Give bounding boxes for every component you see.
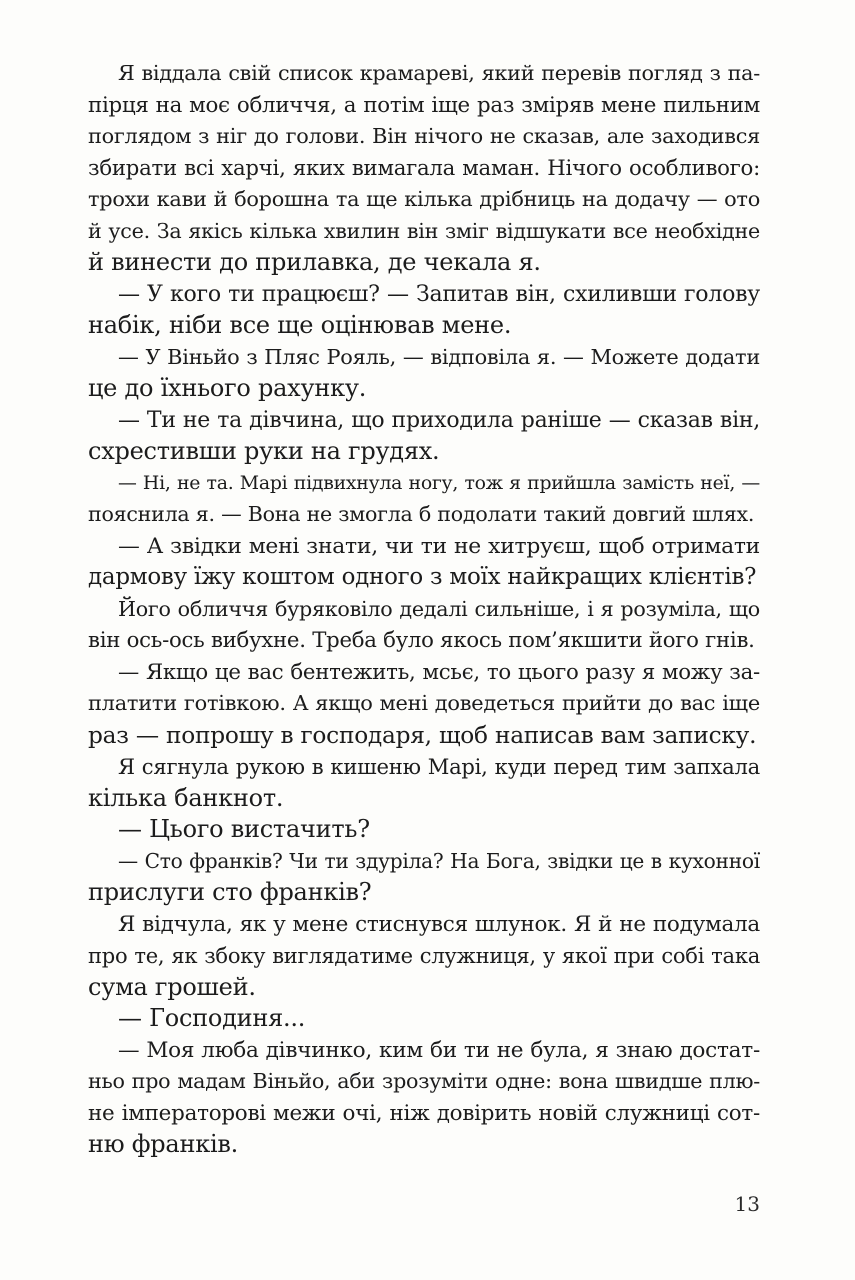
text-line: — Сто франків? Чи ти здуріла? На Бога, звідки це в кухонної	[118, 848, 760, 873]
text-line: — Ти не та дівчина, що приходила раніше — сказав він,	[118, 407, 760, 433]
text-line: ньо про мадам Віньйо, аби зрозуміти одне: вона швидше плю-	[88, 1069, 760, 1093]
text-line: прислуги сто франків?	[88, 878, 372, 906]
text-line: збирати всі харчі, яких вимагала маман. Нічого особливого:	[88, 155, 760, 181]
text-line: Я відчула, як у мене стиснувся шлунок. Я й не подумала	[118, 911, 760, 937]
text-line: трохи кави й борошна та ще кілька дрібниць на додачу — ото	[88, 187, 760, 211]
text-line: сума грошей.	[88, 972, 256, 1001]
page-text	[88, 58, 760, 1161]
text-line: — У кого ти працюєш? — Запитав він, схиливши голову	[118, 281, 760, 307]
text-line: й усе. За якісь кілька хвилин він зміг відшукати все необхідне	[88, 218, 760, 243]
text-line: пірця на моє обличчя, а потім іще раз зміряв мене пильним	[88, 92, 760, 118]
page-number: 13	[734, 1192, 760, 1216]
text-line: — Якщо це вас бентежить, мсьє, то цього разу я можу за-	[118, 659, 760, 685]
text-line: поглядом з ніг до голови. Він нічого не сказав, але заходився	[88, 124, 760, 148]
text-line: — Господиня...	[118, 1004, 306, 1032]
text-line: він ось-ось вибухне. Треба було якось пом’якшити його гнів.	[88, 628, 755, 653]
text-line: ню франків.	[88, 1130, 239, 1158]
text-line: — Моя люба дівчинко, ким би ти не була, я знаю достат-	[118, 1037, 760, 1063]
text-line: це до їхнього рахунку.	[88, 374, 367, 402]
text-line: й винести до прилавка, де чекала я.	[88, 248, 541, 276]
text-line: — У Віньйо з Пляс Рояль, — відповіла я. — Можете додати	[118, 344, 760, 369]
text-line: не імператорові межи очі, ніж довірить новій служниці сот-	[88, 1100, 760, 1126]
text-line: — Цього вистачить?	[118, 815, 370, 843]
text-line: Його обличчя буряковіло дедалі сильніше, і я розуміла, що	[118, 596, 760, 621]
text-line: Я сягнула рукою в кишеню Марі, куди перед тим запхала	[118, 754, 760, 779]
text-line: — Ні, не та. Марі підвихнула ногу, тож я прийшла замість неї, —	[118, 471, 760, 494]
text-line: — А звідки мені знати, чи ти не хитруєш, щоб отримати	[118, 533, 760, 559]
text-line: про те, як збоку виглядатиме служниця, у якої при собі така	[88, 943, 760, 968]
text-line: пояснила я. — Вона не змогла б подолати такий довгий шлях.	[88, 502, 755, 526]
text-line: набік, ніби все ще оцінював мене.	[88, 311, 512, 339]
text-line: платити готівкою. А якщо мені доведеться прийти до вас іще	[88, 691, 760, 715]
text-line: дармову їжу коштом одного з моїх найкращих клієнтів?	[88, 564, 757, 590]
text-line: кілька банкнот.	[88, 783, 284, 812]
text-line: схрестивши руки на грудях.	[88, 437, 440, 465]
text-line: Я віддала свій список крамареві, який перевів погляд з па-	[118, 61, 760, 85]
text-line: раз — попрошу в господаря, щоб написав вам записку.	[88, 721, 757, 749]
